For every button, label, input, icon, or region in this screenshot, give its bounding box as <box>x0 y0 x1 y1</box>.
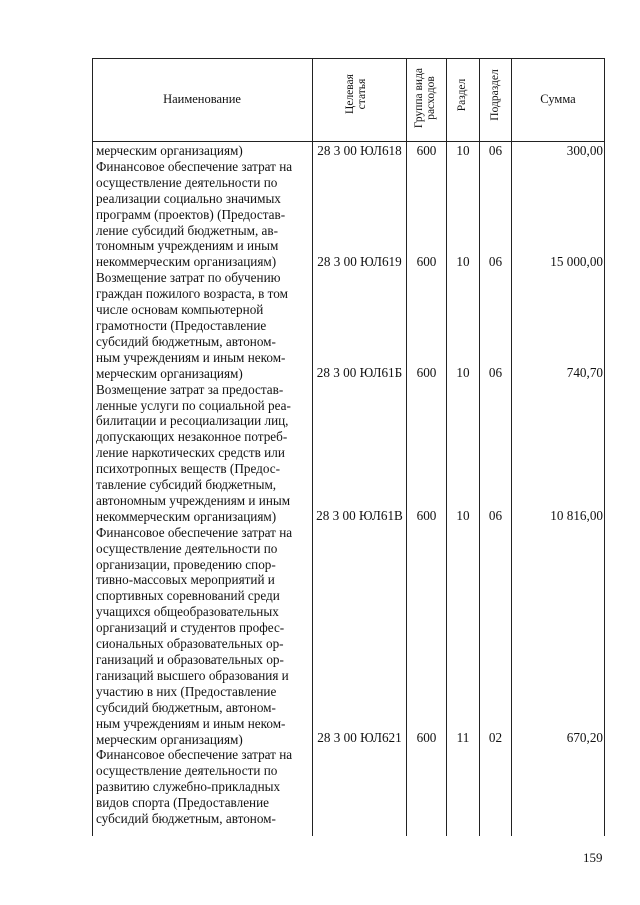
description-line: тавление субсидий бюджетным, <box>96 477 277 493</box>
description-line: ганизаций высшего образования и <box>96 667 289 683</box>
page-number: 159 <box>583 850 603 865</box>
description-line: автономным учреждениям и иным <box>96 492 291 508</box>
row-group: 600 <box>416 508 437 523</box>
description-line: Возмещение затрат по обучению <box>96 270 281 286</box>
table-right-border <box>604 58 605 836</box>
row-group: 600 <box>416 143 437 158</box>
row-sum: 15 000,00 <box>550 254 603 269</box>
description-line: некоммерческим организациям) <box>96 508 277 524</box>
row-code: 28 3 00 ЮЛ61В <box>316 508 403 523</box>
description-line: субсидий бюджетным, автоном- <box>96 811 276 827</box>
header-group <box>413 62 437 134</box>
column-divider <box>406 58 407 836</box>
row-sum: 300,00 <box>566 143 603 158</box>
description-line: ленные услуги по социальной реа- <box>96 397 291 413</box>
row-subsection: 06 <box>488 254 503 269</box>
description-line: организации, проведению спор- <box>96 556 276 572</box>
description-line: мерческим организациям) <box>96 731 243 747</box>
header-name: Наименование <box>163 92 241 106</box>
row-code: 28 3 00 ЮЛ619 <box>317 254 402 269</box>
column-divider <box>511 58 512 836</box>
row-subsection: 06 <box>488 508 503 523</box>
description-line: спортивных соревнований среди <box>96 588 280 604</box>
header-subsection: Подраздел <box>489 69 501 121</box>
description-line: допускающих незаконное потреб- <box>96 429 288 445</box>
table-left-border <box>92 58 93 836</box>
row-section: 11 <box>456 730 470 745</box>
table-top-border <box>92 58 604 59</box>
description-line: субсидий бюджетным, автоном- <box>96 333 276 349</box>
description-line: билитации и ресоциализации лиц, <box>96 413 289 429</box>
row-section: 10 <box>456 143 470 158</box>
description-column <box>96 143 308 827</box>
description-line: ным учреждениям и иным неком- <box>96 715 286 731</box>
column-divider <box>479 58 480 836</box>
header-group-line2: расходов <box>425 76 437 120</box>
description-line: мерческим организациям) <box>96 365 243 381</box>
description-line: осуществление деятельности по <box>96 763 278 779</box>
row-group: 600 <box>416 730 437 745</box>
description-line: осуществление деятельности по <box>96 540 278 556</box>
description-line: мерческим организациям) <box>96 143 243 158</box>
description-line: видов спорта (Предоставление <box>96 795 270 811</box>
row-section: 10 <box>456 365 470 380</box>
header-sum: Сумма <box>540 92 576 106</box>
description-line: Возмещение затрат за предостав- <box>96 381 284 397</box>
column-divider <box>446 58 447 836</box>
row-section: 10 <box>456 508 470 523</box>
row-sum: 10 816,00 <box>550 508 603 523</box>
description-line: психотропных веществ (Предос- <box>96 461 281 477</box>
header-target: Целевая статья <box>344 74 368 114</box>
row-sum: 740,70 <box>566 365 603 380</box>
description-line: учащихся общеобразовательных <box>96 604 279 620</box>
row-subsection: 06 <box>488 365 503 380</box>
description-line: программ (проектов) (Предостав- <box>96 206 286 222</box>
row-code: 28 3 00 ЮЛ618 <box>317 143 402 158</box>
description-line: развитию служебно-прикладных <box>96 779 281 795</box>
header-bottom-border <box>92 141 604 142</box>
description-line: организаций и студентов профес- <box>96 620 285 636</box>
row-section: 10 <box>456 254 470 269</box>
description-line: числе основам компьютерной <box>96 302 264 318</box>
row-code: 28 3 00 ЮЛ621 <box>317 730 402 745</box>
description-line: субсидий бюджетным, автоном- <box>96 699 276 715</box>
row-code: 28 3 00 ЮЛ61Б <box>316 365 403 380</box>
description-line: грамотности (Предоставление <box>96 317 267 333</box>
description-line: тономным учреждениям и иным <box>96 238 279 254</box>
description-line: сиональных образовательных ор- <box>96 636 284 652</box>
description-line: некоммерческим организациям) <box>96 254 277 270</box>
header-group-line1: Группа вида <box>413 67 425 129</box>
description-line: Финансовое обеспечение затрат на <box>96 747 293 763</box>
description-line: Финансовое обеспечение затрат на <box>96 524 293 540</box>
description-line: реализации социально значимых <box>96 190 281 206</box>
header-section: Раздел <box>456 78 468 112</box>
row-subsection: 06 <box>488 143 503 158</box>
row-group: 600 <box>416 254 437 269</box>
row-subsection: 02 <box>488 730 503 745</box>
description-line: ление наркотических средств или <box>96 445 285 461</box>
description-line: ление субсидий бюджетным, ав- <box>96 222 279 238</box>
row-sum: 670,20 <box>566 730 603 745</box>
description-line: ным учреждениям и иным неком- <box>96 349 286 365</box>
row-group: 600 <box>416 365 437 380</box>
description-line: ганизаций и образовательных ор- <box>96 652 284 667</box>
description-line: Финансовое обеспечение затрат на <box>96 158 293 174</box>
column-divider <box>312 58 313 836</box>
description-line: граждан пожилого возраста, в том <box>96 286 288 302</box>
description-line: осуществление деятельности по <box>96 174 278 190</box>
description-line: тивно-массовых мероприятий и <box>96 572 275 588</box>
description-line: участию в них (Предоставление <box>96 683 277 699</box>
